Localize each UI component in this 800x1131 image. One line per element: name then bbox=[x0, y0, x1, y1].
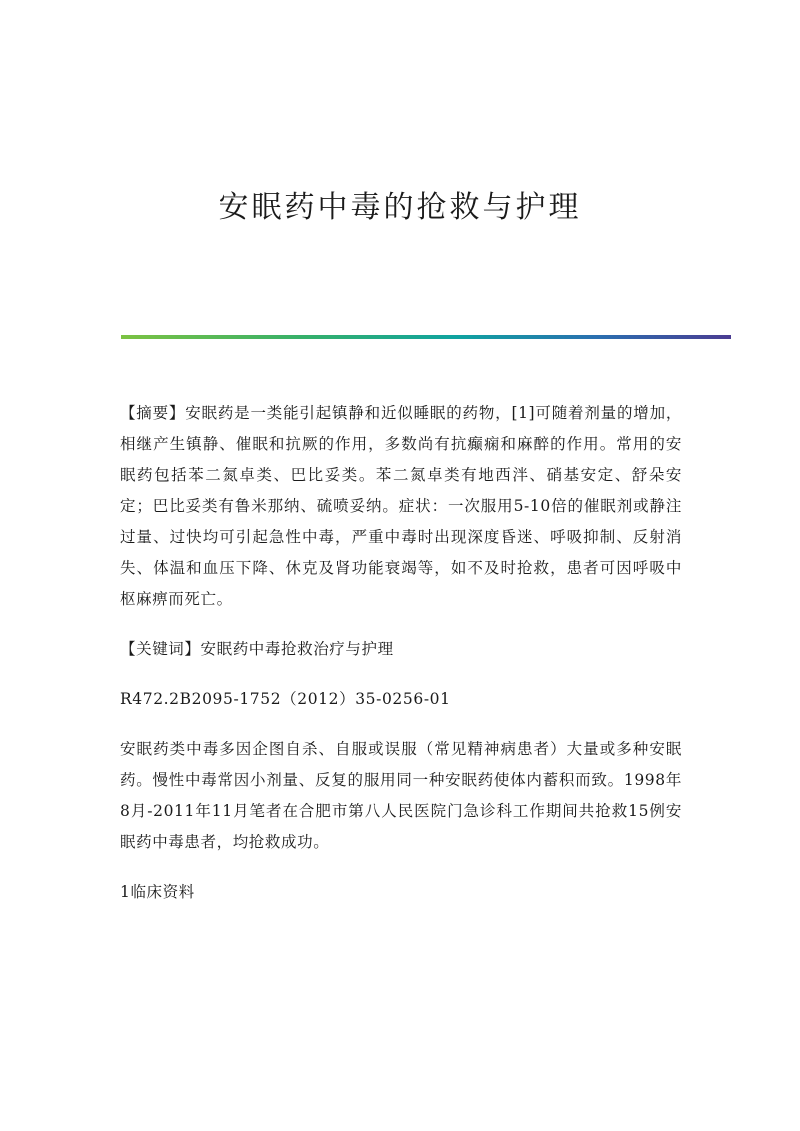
abstract-paragraph: 【摘要】安眠药是一类能引起镇静和近似睡眠的药物，[1]可随着剂量的增加，相继产生镇静、催眠和抗厥的作用，多数尚有抗癫痫和麻醉的作用。常用的安眠药包括苯二氮卓类、巴比妥类。苯二氮卓类有地西泮、硝基安定、舒朵安定；巴比妥类有鲁米那纳、硫喷妥纳。症状：一次服用5-10倍的催眠剂或静注过量、过快均可引起急性中毒，严重中毒时出现深度昏迷、呼吸抑制、反射消失、体温和血压下降、休克及肾功能衰竭等，如不及时抢救，患者可因呼吸中枢麻痹而死亡。 bbox=[120, 404, 682, 608]
classification-code: R472.2B2095-1752（2012）35-0256-01 bbox=[120, 690, 451, 708]
section-heading: 1临床资料 bbox=[120, 883, 195, 901]
page-title: 安眠药中毒的抢救与护理 bbox=[218, 190, 582, 225]
document-body bbox=[120, 398, 682, 921]
keywords-paragraph: 【关键词】安眠药中毒抢救治疗与护理 bbox=[120, 640, 394, 658]
intro-paragraph: 安眠药类中毒多因企图自杀、自服或误服（常见精神病患者）大量或多种安眠药。慢性中毒常因小剂量、反复的服用同一种安眠药使体内蓄积而致。1998年8月-2011年11月笔者在合肥市第八人民医院门急诊科工作期间共抢救15例安眠药中毒患者，均抢救成功。 bbox=[120, 740, 682, 851]
title-divider bbox=[121, 335, 731, 339]
